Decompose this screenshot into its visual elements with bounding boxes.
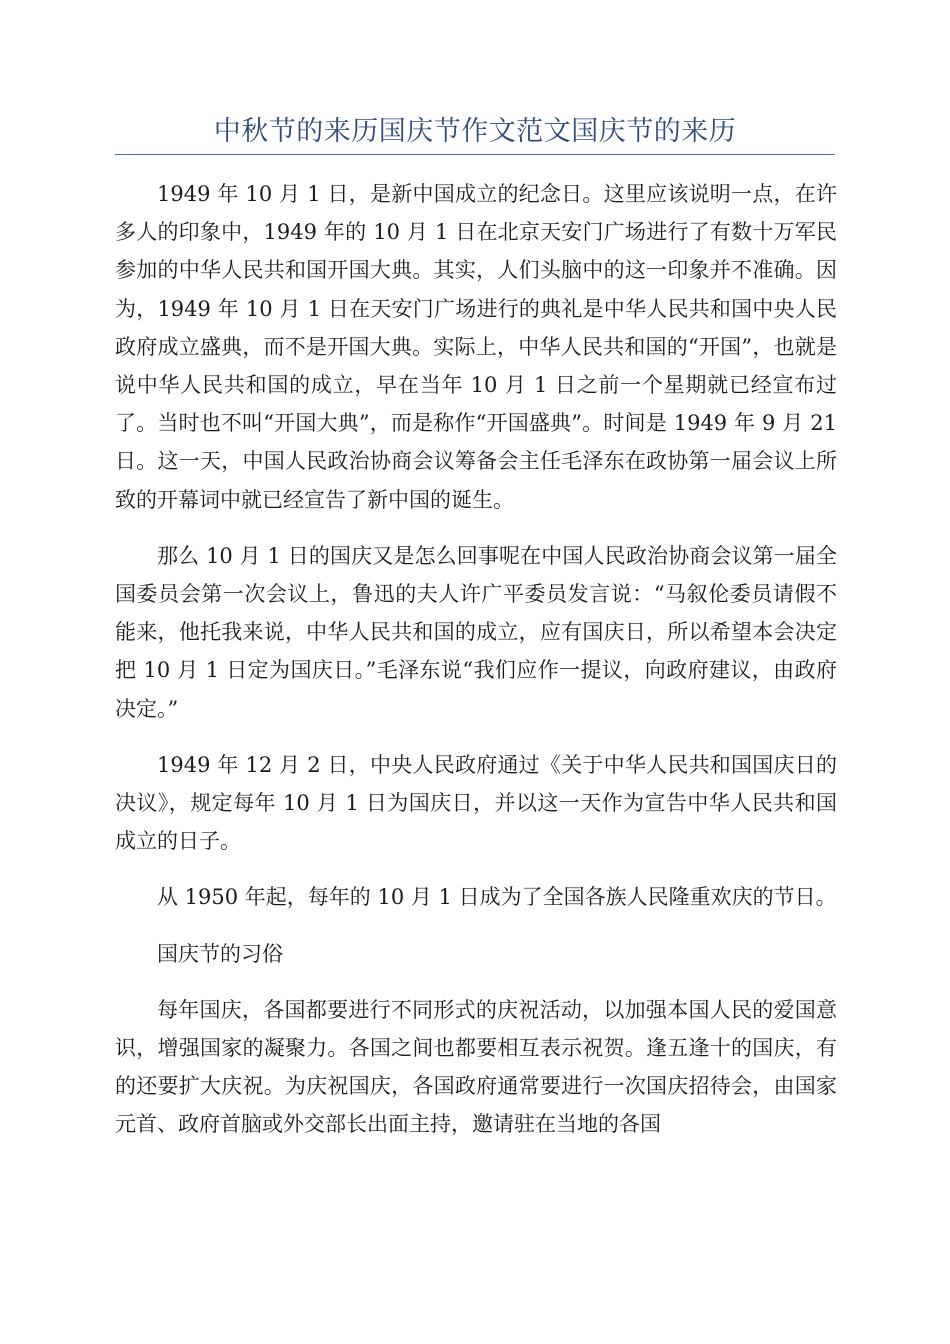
paragraph-national-day-proposal: 那么 10 月 1 日的国庆又是怎么回事呢在中国人民政治协商会议第一届全国委员会第一次会议上，鲁迅的夫人许广平委员发言说：“马叙伦委员请假不能来，他托我来说，中华人民共和国的成立，应有国庆日，所以希望本会决定把 10 月 1 日定为国庆日。”毛泽东说“我们应作一提议，向政府建议，由政府决定。” — [115, 543, 837, 721]
section-heading-customs: 国庆节的习俗 — [157, 941, 283, 966]
paragraph-customs: 每年国庆，各国都要进行不同形式的庆祝活动，以加强本国人民的爱国意识，增强国家的凝聚力。各国之间也都要相互表示祝贺。逢五逢十的国庆，有的还要扩大庆祝。为庆祝国庆，各国政府通常要进行一次国庆招待会，由国家元首、政府首脑或外交部长出面主持，邀请驻在当地的各国 — [115, 997, 837, 1137]
document-title: 中秋节的来历国庆节作文范文国庆节的来历 — [213, 116, 737, 147]
paragraph-resolution: 1949 年 12 月 2 日，中央人民政府通过《关于中华人民共和国国庆日的决议》，规定每年 10 月 1 日为国庆日，并以这一天作为宣告中华人民共和国成立的日子。 — [115, 752, 837, 854]
title-underline — [115, 154, 835, 155]
document-body — [115, 175, 837, 1162]
paragraph-founding-date: 1949 年 10 月 1 日，是新中国成立的纪念日。这里应该说明一点，在许多人的印象中，1949 年的 10 月 1 日在北京天安门广场进行了有数十万军民参加的中华人民共和国开国大典。其实，人们头脑中的这一印象并不准确。因为，1949 年 10 月 1 日在天安门广场进行的典礼是中华人民共和国中央人民政府成立盛典，而不是开国大典。实际上，中华人民共和国的“开国”，也就是说中华人民共和国的成立，早在当年 10 月 1 日之前一个星期就已经宣布过了。当时也不叫“开国大典”，而是称作“开国盛典”。时间是 1949 年 9 月 21 日。这一天，中国人民政治协商会议筹备会主任毛泽东在政协第一届会议上所致的开幕词中就已经宣告了新中国的诞生。 — [115, 182, 837, 512]
paragraph-since-1950: 从 1950 年起，每年的 10 月 1 日成为了全国各族人民隆重欢庆的节日。 — [157, 885, 837, 910]
